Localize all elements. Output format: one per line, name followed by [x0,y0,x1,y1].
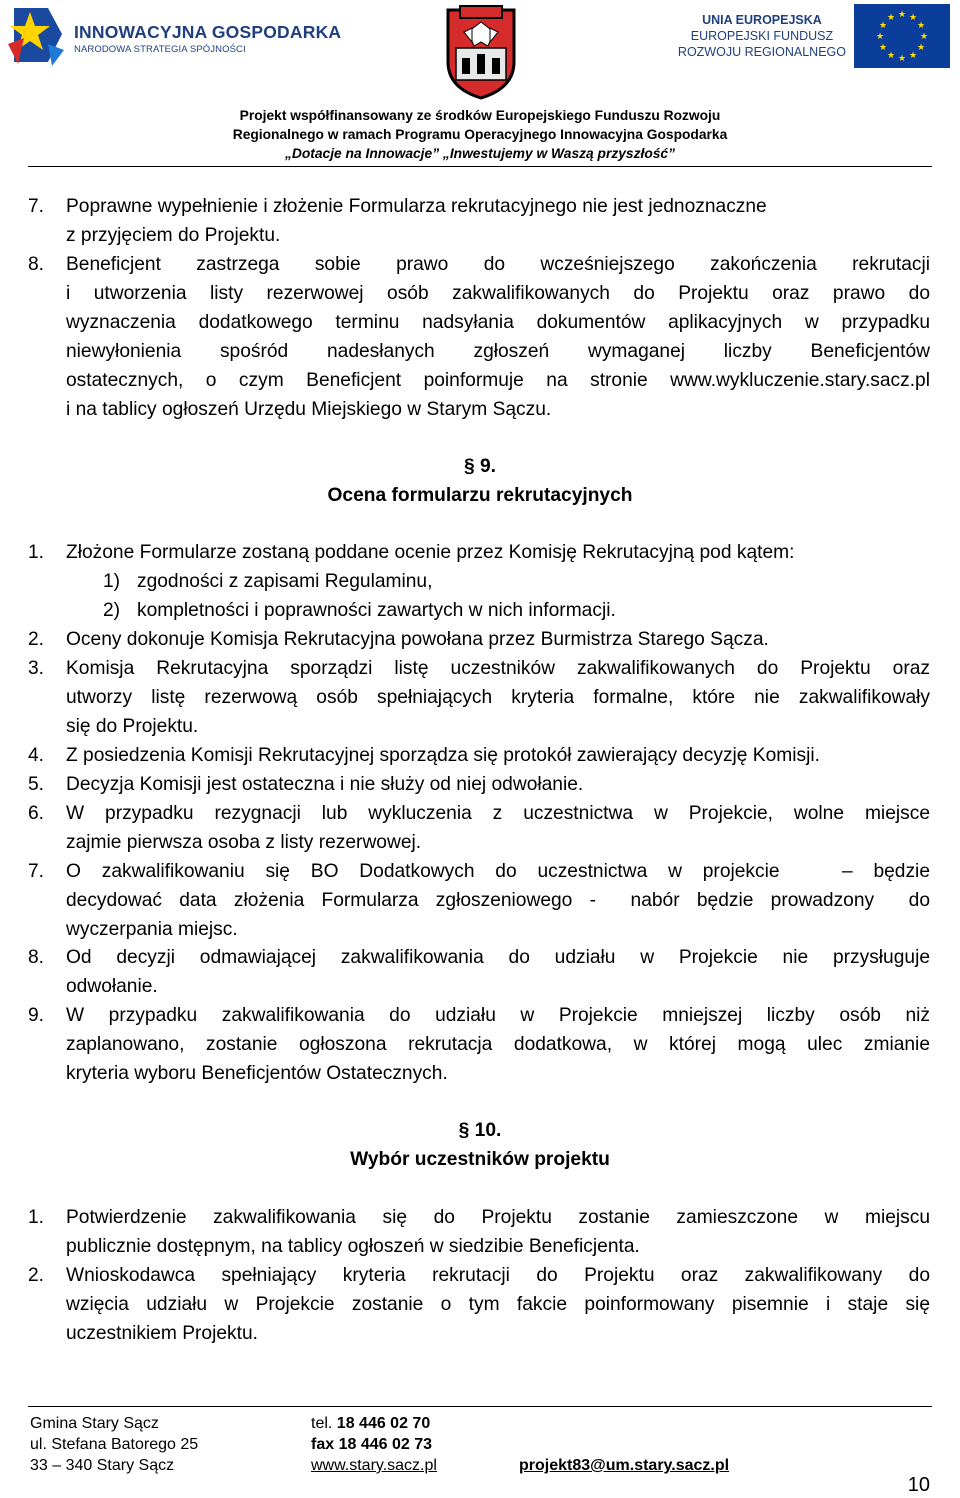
text-line: kryteria wyboru Beneficjentów Ostatecznych. [66,1063,448,1084]
project-funding-note [0,106,960,163]
item-number: 8. [28,947,45,968]
s9-item-7 [66,857,930,944]
eu-logo-line1: UNIA EUROPEJSKA [702,13,822,27]
item-number: 7. [28,196,45,217]
item-number: 2. [28,1265,45,1286]
footer-address-3: 33 – 340 Stary Sącz [30,1457,175,1474]
text-line: wyczerpania miejsc. [66,919,238,940]
text-line: Beneficjent zastrzega sobie prawo do wcześniejszego zakończenia rekrutacji [66,254,930,275]
footer-address-1: Gmina Stary Sącz [30,1415,159,1432]
footer-email-link[interactable] [519,1455,729,1476]
item-number: 6. [28,803,45,824]
s9-item-1: Złożone Formularze zostaną poddane ocenie przez Komisję Rekrutacyjną pod kątem: [66,542,795,563]
text-line: Komisja Rekrutacyjna sporządzi listę uczestników zakwalifikowanych do Projektu oraz [66,658,930,679]
text-line: utworzy listę rezerwową osób spełniających kryteria formalne, które nie zakwalifikowały [66,687,930,708]
ig-logo-subtitle: NARODOWA STRATEGIA SPÓJNOŚCI [74,44,246,55]
svg-text:★: ★ [878,21,888,31]
subitem-number: 2) [103,600,121,621]
text-line: decydować data złożenia Formularza zgłoszeniowego - nabór będzie prowadzony do [66,890,930,911]
text-line: wzięcia udziału w Projekcie zostanie o tym fakcie poinformowany pisemnie i staje się [66,1294,930,1315]
svg-text:★: ★ [886,13,896,23]
footer-divider [28,1406,932,1407]
project-line-2: Regionalnego w ramach Programu Operacyjnego Innowacyjna Gospodarka [232,127,728,142]
eu-logo-line2: EUROPEJSKI FUNDUSZ [690,29,834,43]
s9-item-8 [66,943,930,1001]
svg-text:★: ★ [916,43,926,53]
svg-text:★: ★ [878,43,888,53]
svg-text:★: ★ [916,21,926,31]
project-line-1: Projekt współfinansowany ze środków Europejskiego Funduszu Rozwoju [239,108,721,123]
text-line: odwołanie. [66,976,158,997]
project-line-3: „Dotacje na Innowacje” „Inwestujemy w Waszą przyszłość” [284,146,675,161]
phone-label: tel. [311,1415,333,1432]
fax-number: fax 18 446 02 73 [311,1436,432,1453]
s9-subitem-2: kompletności i poprawności zawartych w nich informacji. [137,600,616,621]
svg-text:★: ★ [886,51,896,61]
text-line: i na tablicy ogłoszeń Urzędu Miejskiego w Starym Sączu. [66,399,552,420]
footer-phone [311,1413,430,1434]
item-number: 5. [28,774,45,795]
page-header [0,0,960,170]
text-line: się do Projektu. [66,716,199,737]
coat-of-arms-icon [442,2,520,100]
text-line: wyznaczenia dodatkowego terminu nadsyłania dokumentów aplikacyjnych w przypadku [66,312,930,333]
eu-logo-line3: ROZWOJU REGIONALNEGO [677,45,846,59]
item-number: 7. [28,861,45,882]
text-line: ostatecznych, o czym Beneficjent poinformuje na stronie www.wykluczenie.stary.sacz.pl [66,370,930,391]
subitem-number: 1) [103,571,121,592]
s9-item-9 [66,1001,930,1088]
item-number: 9. [28,1005,45,1026]
text-line: O zakwalifikowaniu się BO Dodatkowych do uczestnictwa w projekcie – będzie [66,861,930,882]
eu-logo [676,4,954,70]
s9-item-3 [66,654,930,741]
svg-text:★: ★ [875,32,885,42]
footer-fax [311,1434,432,1455]
text-line: publicznie dostępnym, na tablicy ogłoszeń w siedzibie Beneficjenta. [66,1236,640,1257]
header-divider [28,166,932,167]
s10-item-1 [66,1203,930,1261]
s9-item-5: Decyzja Komisji jest ostateczna i nie służy od niej odwołanie. [66,774,584,795]
text-line: uczestnikiem Projektu. [66,1323,258,1344]
text-line: W przypadku rezygnacji lub wykluczenia z uczestnictwa w Projekcie, wolne miejsce [66,803,930,824]
item-number: 8. [28,254,45,275]
text-line: Wnioskodawca spełniający kryteria rekrutacji do Projektu oraz zakwalifikowany do [66,1265,930,1286]
item-number: 3. [28,658,45,679]
section-10-number: § 10. [458,1120,502,1141]
phone-number: 18 446 02 70 [336,1415,431,1432]
innowacyjna-gospodarka-logo [8,4,342,70]
s9-item-2: Oceny dokonuje Komisja Rekrutacyjna powołana przez Burmistrza Starego Sącza. [66,629,769,650]
text-line: z przyjęciem do Projektu. [66,225,281,246]
text-line: Potwierdzenie zakwalifikowania się do Projektu zostanie zamieszczone w miejscu [66,1207,930,1228]
intro-item-8 [66,250,930,424]
text-line: Poprawne wypełnienie i złożenie Formularza rekrutacyjnego nie jest jednoznaczne [66,196,767,217]
item-number: 1. [28,542,45,563]
text-line: zaplanowano, zostanie ogłoszona rekrutacja dodatkowa, w której mogą ulec zmianie [66,1034,930,1055]
text-line: W przypadku zakwalifikowania do udziału w Projekcie mniejszej liczby osób niż [66,1005,930,1026]
svg-text:★: ★ [908,51,918,61]
footer-address-2: ul. Stefana Batorego 25 [30,1436,199,1453]
item-number: 2. [28,629,45,650]
section-9-number: § 9. [463,456,496,477]
item-number: 1. [28,1207,45,1228]
ig-logo-title: INNOWACYJNA GOSPODARKA [74,22,342,42]
text-line: i utworzenia listy rezerwowej osób zakwalifikowanych do Projektu oraz prawo do [66,283,930,304]
s9-item-4: Z posiedzenia Komisji Rekrutacyjnej sporządza się protokół zawierający decyzję Komisji. [66,745,820,766]
eu-logo-text [678,12,846,60]
footer-website-link[interactable]: www.stary.sacz.pl [311,1457,437,1474]
ig-star-icon [8,4,68,70]
s9-item-6 [66,799,930,857]
item-number: 4. [28,745,45,766]
text-line: niewyłonienia spośród nadesłanych zgłoszeń wymaganej liczby Beneficjentów [66,341,930,362]
svg-text:★: ★ [919,32,929,42]
text-line: Od decyzji odmawiającej zakwalifikowania do udziału w Projekcie nie przysługuje [66,947,930,968]
section-10-title: Wybór uczestników projektu [350,1149,610,1170]
svg-text:★: ★ [908,13,918,23]
section-9-title: Ocena formularzu rekrutacyjnych [327,485,633,506]
s10-item-2 [66,1261,930,1348]
s9-subitem-1: zgodności z zapisami Regulaminu, [137,571,433,592]
eu-flag-icon [854,4,950,68]
email-text: projekt83@um.stary.sacz.pl [519,1457,730,1474]
svg-text:★: ★ [897,10,907,20]
svg-text:★: ★ [897,54,907,64]
page-number: 10 [907,1474,930,1496]
text-line: zajmie pierwsza osoba z listy rezerwowej. [66,832,422,853]
intro-item-7 [66,192,930,250]
